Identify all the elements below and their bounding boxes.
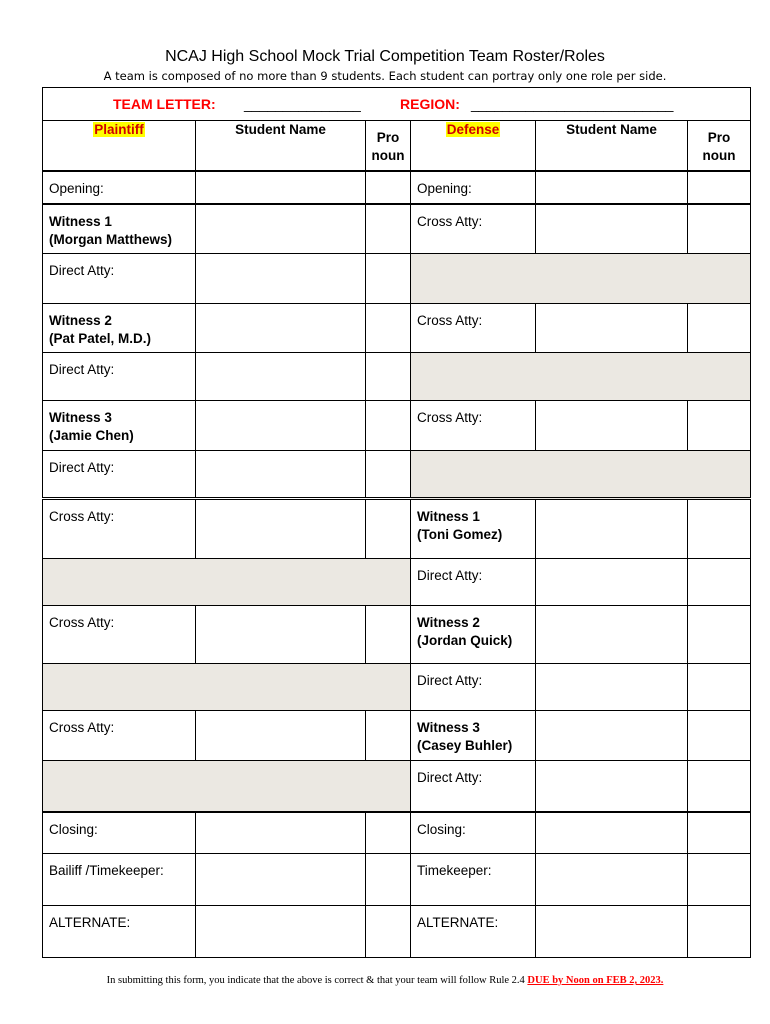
defense-direct-2-pronoun-field[interactable] [688,664,751,711]
opening-plaintiff-name-field[interactable] [196,171,366,204]
defense-witness-3-name-field[interactable] [536,711,688,761]
team-info-row [43,88,751,121]
region-label: REGION: [400,96,460,112]
defense-cross-1-name-field[interactable] [536,204,688,254]
opening-defense-label: Opening: [411,171,536,204]
defense-direct-3-label: Direct Atty: [411,761,536,812]
pronoun-header-line1: Pro [376,130,400,145]
footer-note [0,975,770,986]
defense-witness-1-role: (Toni Gomez) [417,527,503,542]
plaintiff-direct-1-pronoun-field[interactable] [366,254,411,304]
alternate-plaintiff-label: ALTERNATE: [43,906,196,958]
defense-witness-1 [411,499,536,559]
plaintiff-direct-3-name-field[interactable] [196,451,366,499]
team-letter-label: TEAM LETTER: [113,96,216,112]
closing-defense-name-field[interactable] [536,812,688,854]
student-name-header-defense: Student Name [536,121,688,171]
pronoun-header [366,121,411,171]
defense-witness-1-pronoun-field[interactable] [688,499,751,559]
plaintiff-witness-1-title: Witness 1 [49,213,112,229]
opening-plaintiff-pronoun-field[interactable] [366,171,411,204]
closing-defense-label: Closing: [411,812,536,854]
defense-witness-2-name-field[interactable] [536,606,688,664]
timekeeper-name-field[interactable] [536,854,688,906]
pronoun-header-defense [688,121,751,171]
defense-direct-1-name-field[interactable] [536,559,688,606]
region-field[interactable]: __________________________ [471,96,674,112]
plaintiff-direct-2-name-field[interactable] [196,353,366,401]
defense-cross-3-label: Cross Atty: [411,401,536,451]
plaintiff-witness-2-pronoun-field[interactable] [366,304,411,353]
defense-witness-2-pronoun-field[interactable] [688,606,751,664]
defense-header [411,121,536,171]
defense-witness-3 [411,711,536,761]
defense-witness-1-title: Witness 1 [417,509,480,524]
plaintiff-witness-3 [43,401,196,451]
plaintiff-witness-2 [43,304,196,353]
defense-direct-2-label: Direct Atty: [411,664,536,711]
closing-plaintiff-name-field[interactable] [196,812,366,854]
bailiff-name-field[interactable] [196,854,366,906]
defense-direct-2-name-field[interactable] [536,664,688,711]
plaintiff-direct-1-name-field[interactable] [196,254,366,304]
plaintiff-witness-3-title: Witness 3 [49,410,112,425]
shaded-cell [411,451,751,499]
bailiff-timekeeper-label: Bailiff /Timekeeper: [43,854,196,906]
plaintiff-cross-2-pronoun-field[interactable] [366,606,411,664]
defense-cross-3-name-field[interactable] [536,401,688,451]
defense-cross-1-pronoun-field[interactable] [688,204,751,254]
form-title: NCAJ High School Mock Trial Competition Team Roster/Roles [165,48,605,65]
plaintiff-witness-2-role: (Pat Patel, M.D.) [49,331,152,346]
plaintiff-header [43,121,196,171]
defense-witness-3-title: Witness 3 [417,720,480,735]
defense-label: Defense [446,122,500,137]
pronoun-header-defense-line2: noun [702,148,736,163]
shaded-cell [43,559,411,606]
defense-witness-3-pronoun-field[interactable] [688,711,751,761]
plaintiff-witness-1-name-field[interactable] [196,204,366,254]
plaintiff-witness-3-name-field[interactable] [196,401,366,451]
plaintiff-cross-1-pronoun-field[interactable] [366,499,411,559]
opening-defense-pronoun-field[interactable] [688,171,751,204]
defense-direct-1-label: Direct Atty: [411,559,536,606]
defense-witness-2-role: (Jordan Quick) [417,633,513,648]
plaintiff-cross-1-name-field[interactable] [196,499,366,559]
due-date: DUE by Noon on FEB 2, 2023. [527,975,664,986]
plaintiff-cross-2-label: Cross Atty: [43,606,196,664]
defense-witness-3-role: (Casey Buhler) [417,738,513,753]
defense-cross-3-pronoun-field[interactable] [688,401,751,451]
pronoun-header-defense-line1: Pro [707,130,731,145]
defense-cross-2-label: Cross Atty: [411,304,536,353]
plaintiff-witness-3-pronoun-field[interactable] [366,401,411,451]
closing-plaintiff-label: Closing: [43,812,196,854]
defense-direct-1-pronoun-field[interactable] [688,559,751,606]
defense-witness-2 [411,606,536,664]
closing-plaintiff-pronoun-field[interactable] [366,812,411,854]
alternate-defense-name-field[interactable] [536,906,688,958]
defense-cross-1-label: Cross Atty: [411,204,536,254]
plaintiff-witness-1-pronoun-field[interactable] [366,204,411,254]
plaintiff-label: Plaintiff [94,122,144,137]
footer-text: In submitting this form, you indicate that the above is correct & that your team will follow Rule 2.4 [106,975,528,986]
alternate-plaintiff-pronoun-field[interactable] [366,906,411,958]
plaintiff-direct-1-label: Direct Atty: [43,254,196,304]
opening-defense-name-field[interactable] [536,171,688,204]
shaded-cell [411,353,751,401]
defense-cross-2-name-field[interactable] [536,304,688,353]
plaintiff-witness-3-role: (Jamie Chen) [49,428,134,443]
plaintiff-direct-3-label: Direct Atty: [43,451,196,499]
form-subtitle: A team is composed of no more than 9 students. Each student can portray only one role per side. [103,69,667,83]
pronoun-header-line2: noun [371,148,405,163]
plaintiff-direct-2-label: Direct Atty: [43,353,196,401]
shaded-cell [43,761,411,812]
plaintiff-witness-2-title: Witness 2 [49,313,112,328]
defense-direct-3-name-field[interactable] [536,761,688,812]
defense-witness-1-name-field[interactable] [536,499,688,559]
closing-defense-pronoun-field[interactable] [688,812,751,854]
defense-cross-2-pronoun-field[interactable] [688,304,751,353]
plaintiff-cross-1-label: Cross Atty: [43,499,196,559]
student-name-header: Student Name [196,121,366,171]
timekeeper-pronoun-field[interactable] [688,854,751,906]
opening-plaintiff-label: Opening: [43,171,196,204]
plaintiff-cross-3-label: Cross Atty: [43,711,196,761]
shaded-cell [43,664,411,711]
timekeeper-label: Timekeeper: [411,854,536,906]
alternate-plaintiff-name-field[interactable] [196,906,366,958]
defense-witness-2-title: Witness 2 [417,615,480,630]
plaintiff-witness-1-role: (Morgan Matthews) [49,231,172,247]
shaded-cell [411,254,751,304]
roster-table [42,87,751,958]
team-letter-field[interactable]: _______________ [244,96,361,112]
plaintiff-direct-2-pronoun-field[interactable] [366,353,411,401]
plaintiff-cross-2-name-field[interactable] [196,606,366,664]
bailiff-pronoun-field[interactable] [366,854,411,906]
plaintiff-witness-1 [43,204,196,254]
plaintiff-witness-2-name-field[interactable] [196,304,366,353]
alternate-defense-pronoun-field[interactable] [688,906,751,958]
defense-direct-3-pronoun-field[interactable] [688,761,751,812]
plaintiff-cross-3-name-field[interactable] [196,711,366,761]
plaintiff-direct-3-pronoun-field[interactable] [366,451,411,499]
alternate-defense-label: ALTERNATE: [411,906,536,958]
plaintiff-cross-3-pronoun-field[interactable] [366,711,411,761]
